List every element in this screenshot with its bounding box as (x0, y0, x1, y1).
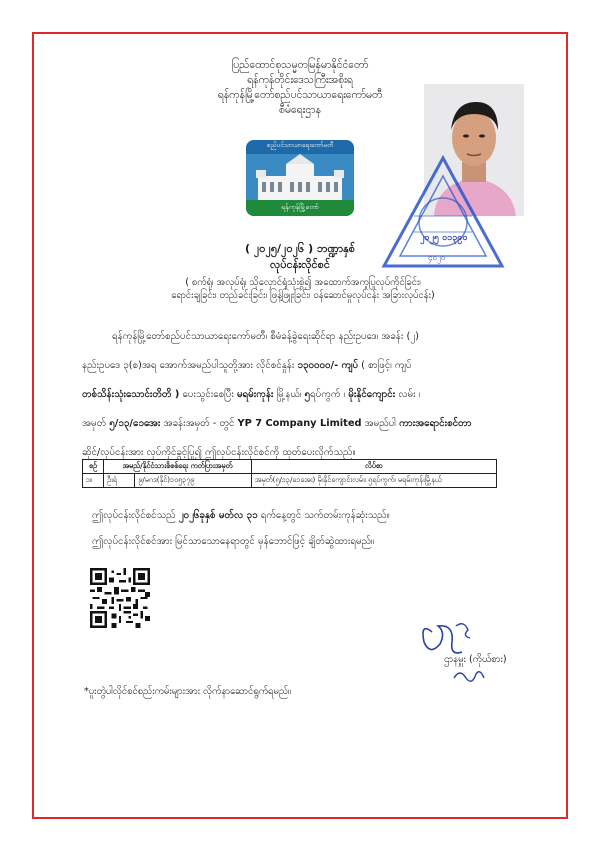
body-line-4-text: အမှတ် (82, 418, 110, 429)
cell-name: ဦးရဲ (104, 474, 135, 488)
trade-type: ကားအရောင်းစင်တာ (399, 418, 472, 429)
logo-bottom-text: ရန်ကုန်မြို့တော် (281, 203, 319, 211)
fiscal-year: ( ၂၀၂၅/၂၀၂၆ ) ဘဏ္ဍာနှစ် (245, 242, 355, 255)
display-note: ဤလုပ်ငန်းလိုင်စင်အား မြင်သာသောနေရာတွင် မှန်ဘောင်ဖြင့် ချိတ်ဆွဲထားရမည်။ (92, 536, 374, 547)
body-line-3-street-label: လမ်း ၊ (395, 389, 421, 400)
body-line-5: ဆိုင်/လုပ်ငန်းအား လုပ်ကိုင်ခွင့်ပြု၍ ဤလုပ်ငန်းလိုင်စင်ကို ထုတ်ပေးလိုက်သည်။ (82, 447, 356, 458)
license-scope (138, 276, 468, 302)
signatory-title: ဌာနမှူး (ကိုယ်စား) (444, 654, 507, 665)
expiry-note-text: ဤလုပ်ငန်းလိုင်စင်သည် (92, 510, 179, 521)
issuing-authority-header (190, 58, 410, 118)
license-title: လုပ်ငန်းလိုင်စင် (270, 258, 330, 271)
expiry-note (92, 508, 390, 523)
stamp-code: ၄၀၂၀ (428, 253, 446, 262)
street-name: မိုးနိုင်ကျောင်း (348, 389, 396, 400)
body-line-4-named: အမည်ပါ (361, 418, 400, 429)
scope-line-1: ( စက်ရုံ၊ အလုပ်ရုံ၊ သိုလှောင်ရုံသုံးစွဲ၍ အထောက်အကူပြုလုပ်ကိုင်ခြင်း၊ (185, 277, 421, 288)
handwritten-signature (410, 612, 550, 692)
body-line-3-text: ပေးသွင်းစေပြီး (179, 389, 237, 400)
table-header-row (83, 460, 497, 474)
fee-in-words: တစ်သိန်းသုံးသောင်းတိတိ ) (82, 389, 180, 400)
body-line-4-room: အခန်းအမှတ် - တွင် (160, 418, 238, 429)
logo-top-text: စည်ပင်သာယာရေးကော်မတီ (266, 141, 334, 149)
body-line-4 (82, 409, 472, 438)
body-line-3-ward-label: ရပ်ကွက် ၊ (310, 389, 349, 400)
ycdc-logo (246, 140, 354, 216)
expiry-note-tail: ရက်နေ့တွင် သက်တမ်းကုန်ဆုံးသည်။ (257, 510, 390, 521)
header-line-4: စီမံရေးဌာန (279, 104, 321, 116)
col-header-name-id: အမည်/နိုင်ငံသားစိစစ်ရေး ကတ်ပြားအမှတ် (104, 460, 252, 474)
licensee-table (82, 459, 497, 488)
header-line-3: ရန်ကုန်မြို့တော်စည်ပင်သာယာရေးကော်မတီ (217, 89, 383, 101)
address-number: ၅/၁၃/၁ေအေး (109, 418, 161, 429)
col-header-address: လိပ်စာ (251, 460, 496, 474)
cell-address: အမှတ်(၅/၁၃/၁ေအေး) မိုးနိုင်ကျောင်းလမ်း၊ ၅ရပ်ကွက်၊ မရမ်းကုန်းမြို့နယ် (251, 474, 496, 488)
header-line-2: ရန်ကုန်တိုင်းဒေသကြီးအစိုးရ (247, 74, 353, 86)
header-line-1: ပြည်ထောင်စုသမ္မတမြန်မာနိုင်ငံတော် (231, 59, 369, 71)
cell-no: ၁။ (83, 474, 104, 488)
body-line-1: ရန်ကုန်မြို့တော်စည်ပင်သာယာရေးကော်မတီ၊ စီမံခန့်ခွဲရေးဆိုင်ရာ နည်းဥပဒေ၊ အခန်း (၂) (112, 331, 419, 342)
scope-line-2: ရောင်းချခြင်း၊ တည်ခင်းခြင်း၊ ဖြန့်ဖြူးခြင်း၊ ဝန်ဆောင်မှုလုပ်ငန်း အခြားလုပ်ငန်း) (171, 290, 435, 301)
body-line-2-text: နည်းဥပဒေ ၃(စ)အရ အောက်အမည်ပါသူတို့အား လိုင်စင်နှုန်း (82, 360, 298, 371)
township: မရမ်းကုန်း (236, 389, 274, 400)
company-name: YP 7 Company Limited (237, 418, 362, 429)
license-fee: ၁၃၀၀၀၀/- ကျပ် (297, 360, 358, 371)
license-body (82, 322, 472, 467)
body-line-2 (82, 351, 472, 380)
table-row (83, 474, 497, 488)
body-line-2-tail: ( စာဖြင့်၊ ကျပ် (357, 360, 412, 371)
col-header-no: စဉ် (83, 460, 104, 474)
body-line-3 (82, 380, 472, 409)
cell-nrc: ၉/မဂဒ(နိုင်)၁၀၅၃၇၉ (135, 474, 252, 488)
body-line-3-sep: မြို့နယ်၊ (273, 389, 305, 400)
expiry-date: ၂၀၂၆ခုနှစ် မတ်လ ၃၁ (178, 510, 258, 521)
footer-note: *ပူးတွဲပါလိုင်စင်စည်းကမ်းများအား လိုက်နာဆောင်ရွက်ရမည်။ (84, 686, 291, 697)
stamp-number: ၂၀၂၅ ၀၁၃၉၀ (420, 233, 468, 243)
ward-number: ၅ (304, 389, 311, 400)
qr-code (90, 568, 150, 628)
